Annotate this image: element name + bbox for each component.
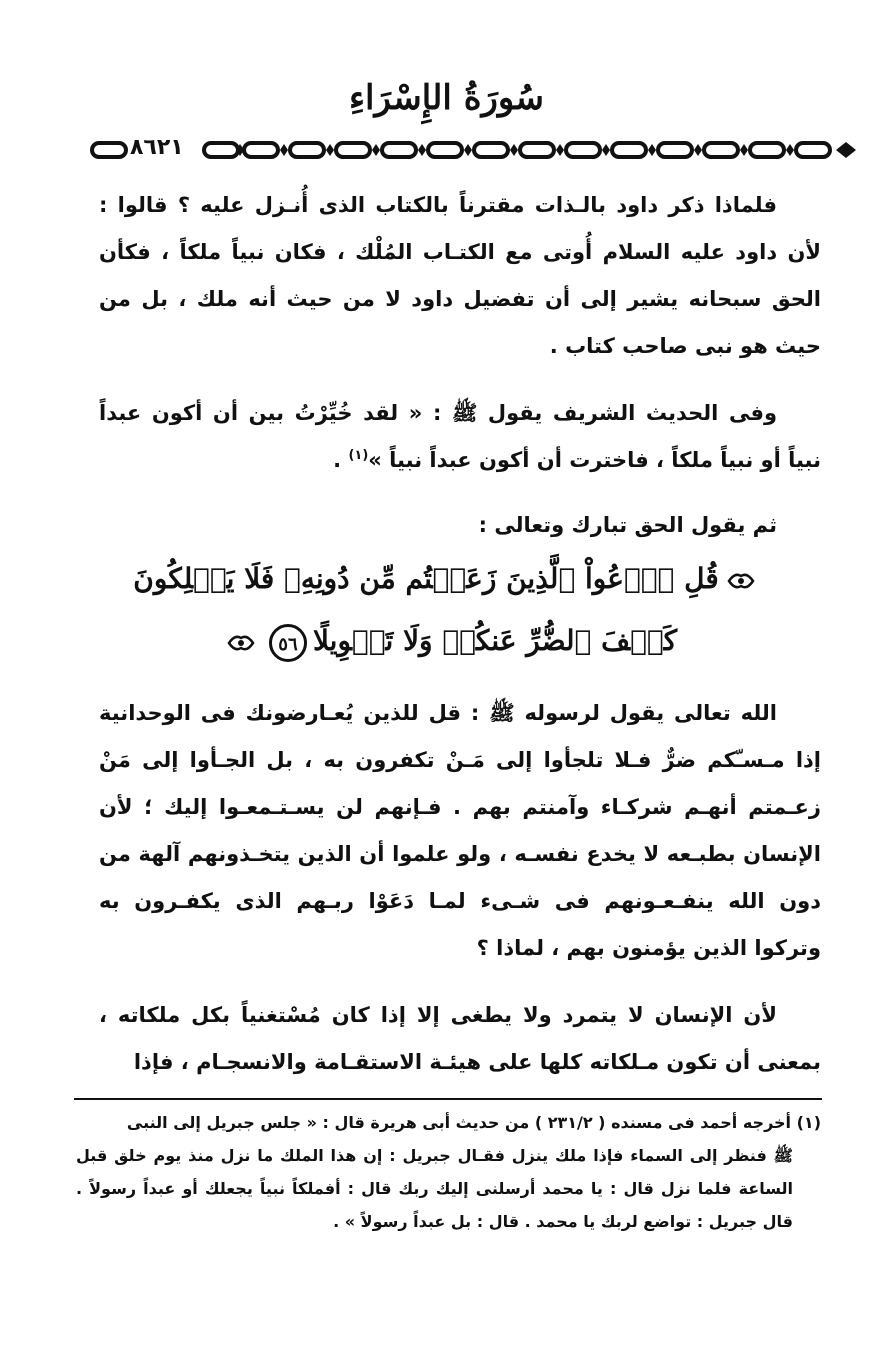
footnote-body: ﷺ فنظر إلى السماء فإذا ملك ينزل فقـال جبريل : إن هذا الملك ما نزل منذ يوم خلق قبل الساعة فلما نزل قال : يا محمد أرسلنى إليك ربك قال : أفملكاً نبياً يجعلك أو عبداً رسولاً . قال جبريل : تواضع لربك يا محمد . قال : بل عبداً رسولاً » . <box>76 1146 793 1231</box>
footnote-line-1: (١) أخرجه أحمد فى مسنده ( ٢٣١/٢ ) من حديث أبى هريرة قال : « جلس جبريل إلى النبى <box>126 1113 821 1132</box>
verse-line-2-text: كَشۡفَ ٱلضُّرِّ عَنكُمۡ وَلَا تَحۡوِيلًا <box>312 624 678 657</box>
footnote-divider <box>74 1098 822 1100</box>
paragraph-1: فلماذا ذكر داود بالـذات مقترناً بالكتاب الذى أُنـزل عليه ؟ قالوا : لأن داود عليه السلام أُوتى مع الكتـاب المُلْك ، فكان نبياً ملكاً ، فكأن الحق سبحانه يشير إلى أن تفضيل داود لا من حيث أنه ملك ، بل من حيث هو نبى صاحب كتاب . <box>99 193 821 358</box>
footnote <box>76 1106 821 1238</box>
verse-line-2 <box>83 610 813 672</box>
hadith-text: وفى الحديث الشريف يقول ﷺ : « لقد خُيِّرْتُ بين أن أكون عبداً نبياً أو نبياً ملكاً ، فاخترت أن أكون عبداً نبياً » <box>99 401 821 472</box>
paragraph-4: الله تعالى يقول لرسوله ﷺ : قل للذين يُعـارضونك فى الوحدانية إذا مـسـّكم ضرٌّ فـلا تلجأوا إلى مَـنْ تكفرون به ، بل الجـأوا إلى مَنْ زعـمتم أنهـم شركـاء وآمنتم بهم . فـإنهم لن يسـتـمعـوا إليك ؛ لأن الإنسان بطبـعه لا يخدع نفسـه ، ولو علموا أن الذين يتخـذونهم آلهة من دون الله ينفـعـونهم فى شـىء لمـا دَعَوْا ربـهم الذى يكفـرون به وتركوا الذين يؤمنون بهم ، لماذا ؟ <box>99 701 821 960</box>
verse-line-1-text: قُلِ ٱدۡعُواْ ٱلَّذِينَ زَعَمۡتُم مِّن دُونِهِۦ فَلَا يَمۡلِكُونَ <box>133 562 719 595</box>
verse-open-ornament-icon <box>727 570 755 592</box>
surah-title: سُورَةُ الإِسْرَاءِ <box>349 78 544 118</box>
page-number: ٨٦٢١ <box>130 135 184 160</box>
hadith-end: . <box>333 448 349 472</box>
ayah-number: ٥٦ <box>269 624 307 662</box>
quran-verse <box>83 548 813 672</box>
paragraph-5: لأن الإنسان لا يتمرد ولا يطغى إلا إذا كان مُسْتغنياً بكل ملكاته ، بمعنى أن تكون مـلكاته كلها على هيئـة الاستقـامة والانسجـام ، فإذا <box>99 1003 821 1074</box>
verse-line-1 <box>83 548 813 610</box>
verse-close-ornament-icon <box>227 632 255 654</box>
verse-intro: ثم يقول الحق تبارك وتعالى : <box>478 513 777 537</box>
decorative-border <box>90 133 860 167</box>
chain-ornament-icon <box>90 133 860 167</box>
paragraph-2 <box>99 390 821 484</box>
footnote-reference: (١) <box>348 448 369 463</box>
